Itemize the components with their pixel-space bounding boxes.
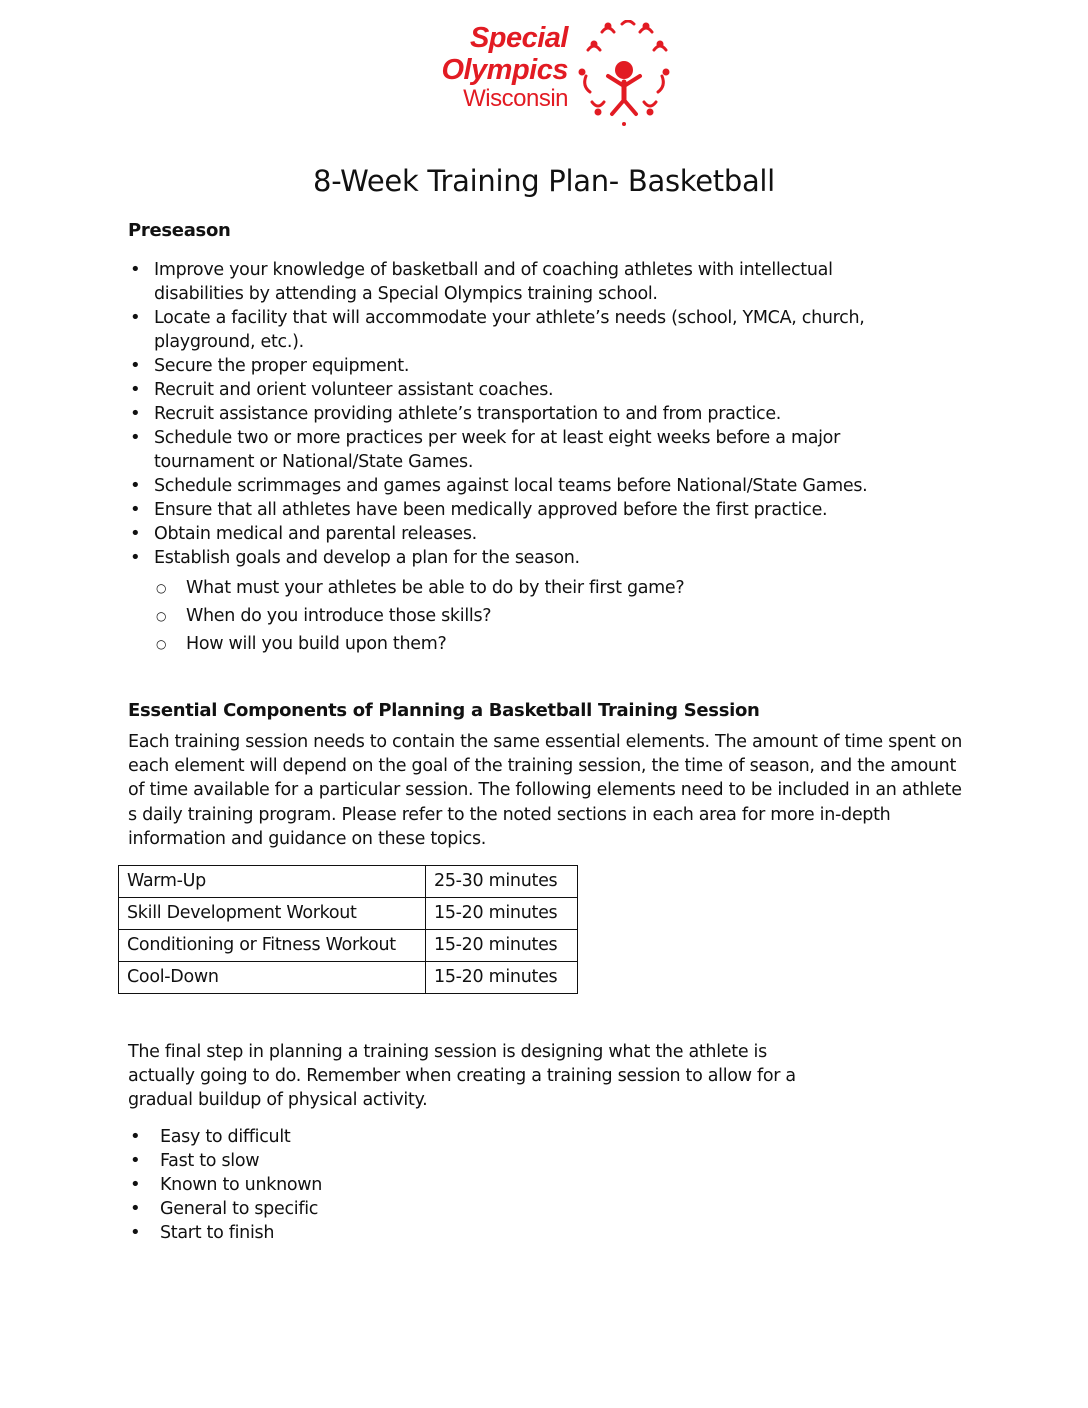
- essential-components-paragraph: Each training session needs to contain the same essential elements. The amount of time spent on each element will depend on the goal of the training session, the time of season, and the amount of time available for a particular session. The following elements need to be included in an athlete s daily training program. Please refer to the noted sections in each area for more in-depth information and guidance on these topics.: [128, 732, 962, 849]
- logo-wordmark: [398, 24, 568, 111]
- list-item: • Recruit assistance providing athlete’s transportation to and from practice.: [128, 402, 888, 426]
- table-row: [119, 866, 578, 898]
- list-item: • Known to unknown: [128, 1173, 322, 1197]
- time-cell: 15-20 minutes: [426, 962, 578, 994]
- final-step-paragraph: The final step in planning a training session is designing what the athlete is actually going to do. Remember when creating a training session to allow for a gradual buildup of physical activity.: [128, 1042, 796, 1111]
- list-item: • Start to finish: [128, 1221, 322, 1245]
- time-cell: 15-20 minutes: [426, 898, 578, 930]
- list-item: • Schedule scrimmages and games against local teams before National/State Games.: [128, 474, 888, 498]
- progression-list: [128, 1125, 322, 1245]
- season-goal-questions: [156, 574, 684, 658]
- component-cell: Cool-Down: [119, 962, 426, 994]
- time-cell: 25-30 minutes: [426, 866, 578, 898]
- list-item: • Fast to slow: [128, 1149, 322, 1173]
- special-olympics-figure-mark-icon: [578, 20, 694, 128]
- component-cell: Skill Development Workout: [119, 898, 426, 930]
- list-item: • Establish goals and develop a plan for the season.: [128, 546, 888, 570]
- essential-components-heading: Essential Components of Planning a Basketball Training Session: [128, 700, 760, 721]
- list-item: • Improve your knowledge of basketball and of coaching athletes with intellectual disabilities by attending a Special Olympics training school.: [128, 258, 888, 306]
- component-cell: Warm-Up: [119, 866, 426, 898]
- logo-line-wisconsin: Wisconsin: [463, 85, 568, 112]
- logo-line-olympics: Olympics: [441, 54, 568, 86]
- page-title: 8-Week Training Plan- Basketball: [313, 164, 775, 198]
- table-row: [119, 930, 578, 962]
- table-row: [119, 962, 578, 994]
- list-item: • General to specific: [128, 1197, 322, 1221]
- list-item: ○ What must your athletes be able to do by their first game?: [156, 574, 684, 602]
- special-olympics-wisconsin-logo: [398, 20, 698, 128]
- training-session-table: [118, 865, 578, 994]
- list-item: ○ How will you build upon them?: [156, 630, 684, 658]
- preseason-heading: Preseason: [128, 220, 231, 241]
- list-item: • Ensure that all athletes have been medically approved before the first practice.: [128, 498, 888, 522]
- list-item: • Secure the proper equipment.: [128, 354, 888, 378]
- list-item: • Schedule two or more practices per week for at least eight weeks before a major tournament or National/State Games.: [128, 426, 888, 474]
- list-item: • Obtain medical and parental releases.: [128, 522, 888, 546]
- list-item: • Easy to difficult: [128, 1125, 322, 1149]
- component-cell: Conditioning or Fitness Workout: [119, 930, 426, 962]
- list-item: • Locate a facility that will accommodate your athlete’s needs (school, YMCA, church, playground, etc.).: [128, 306, 888, 354]
- preseason-list: [128, 258, 888, 570]
- table-row: [119, 898, 578, 930]
- list-item: ○ When do you introduce those skills?: [156, 602, 684, 630]
- logo-line-special: Special: [469, 22, 568, 54]
- time-cell: 15-20 minutes: [426, 930, 578, 962]
- list-item: • Recruit and orient volunteer assistant coaches.: [128, 378, 888, 402]
